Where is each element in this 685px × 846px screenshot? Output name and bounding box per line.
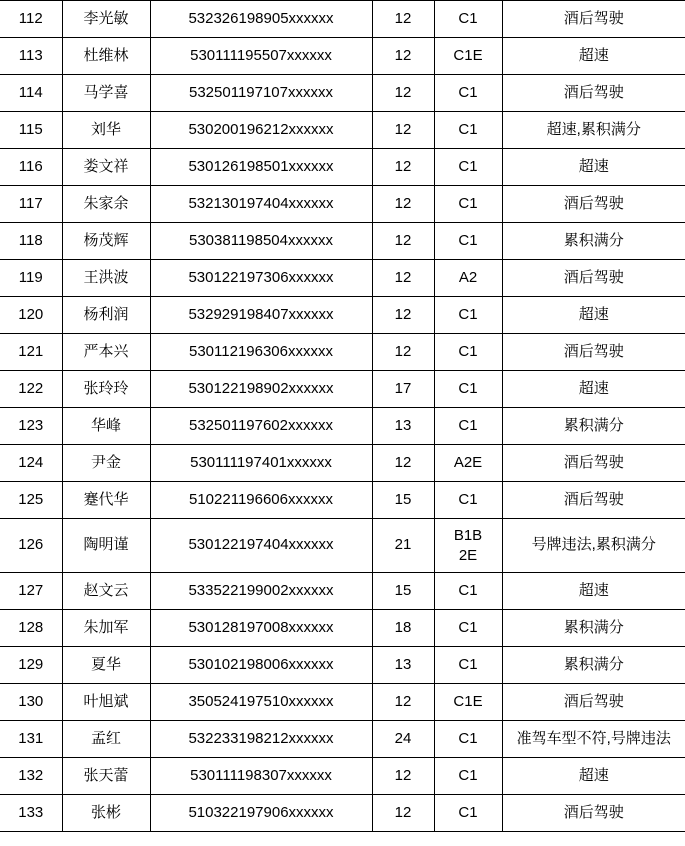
row-id-number-cell: 530122198902xxxxxx [150, 371, 372, 408]
row-score-cell: 12 [372, 38, 434, 75]
row-name-cell: 张天蕾 [62, 758, 150, 795]
row-reason-cell: 酒后驾驶 [502, 75, 685, 112]
row-score-cell: 24 [372, 721, 434, 758]
table-row [0, 371, 685, 408]
table-row [0, 647, 685, 684]
row-index-cell: 132 [0, 758, 62, 795]
row-reason-cell: 超速 [502, 297, 685, 334]
row-license-type-cell: C1 [434, 610, 502, 647]
row-score-cell: 15 [372, 573, 434, 610]
row-name-cell: 杨茂辉 [62, 223, 150, 260]
row-license-type-cell: C1 [434, 573, 502, 610]
row-id-number-cell: 532233198212xxxxxx [150, 721, 372, 758]
table-row [0, 260, 685, 297]
row-id-number-cell: 532130197404xxxxxx [150, 186, 372, 223]
row-score-cell: 12 [372, 445, 434, 482]
row-id-number-cell: 530111198307xxxxxx [150, 758, 372, 795]
row-id-number-cell: 530112196306xxxxxx [150, 334, 372, 371]
row-reason-cell: 累积满分 [502, 647, 685, 684]
row-id-number-cell: 530111195507xxxxxx [150, 38, 372, 75]
row-score-cell: 21 [372, 519, 434, 573]
table-row [0, 38, 685, 75]
row-index-cell: 117 [0, 186, 62, 223]
table-row [0, 75, 685, 112]
row-score-cell: 13 [372, 647, 434, 684]
row-reason-cell: 超速 [502, 149, 685, 186]
row-id-number-cell: 510221196606xxxxxx [150, 482, 372, 519]
row-id-number-cell: 530102198006xxxxxx [150, 647, 372, 684]
row-reason-cell: 酒后驾驶 [502, 795, 685, 832]
table-row [0, 684, 685, 721]
row-name-cell: 李光敏 [62, 1, 150, 38]
row-license-type-cell: C1 [434, 1, 502, 38]
row-name-cell: 蹇代华 [62, 482, 150, 519]
row-index-cell: 124 [0, 445, 62, 482]
row-license-type-cell: C1 [434, 408, 502, 445]
row-license-type-cell: C1 [434, 223, 502, 260]
row-id-number-cell: 530126198501xxxxxx [150, 149, 372, 186]
row-score-cell: 17 [372, 371, 434, 408]
row-reason-cell: 准驾车型不符,号牌违法 [502, 721, 685, 758]
row-name-cell: 华峰 [62, 408, 150, 445]
row-index-cell: 131 [0, 721, 62, 758]
row-reason-cell: 酒后驾驶 [502, 1, 685, 38]
row-reason-cell: 酒后驾驶 [502, 260, 685, 297]
row-index-cell: 119 [0, 260, 62, 297]
row-score-cell: 12 [372, 684, 434, 721]
row-license-type-cell: C1 [434, 758, 502, 795]
row-license-type-cell: A2 [434, 260, 502, 297]
row-license-type-cell: C1 [434, 149, 502, 186]
row-reason-cell: 超速 [502, 371, 685, 408]
table-row [0, 573, 685, 610]
table-row [0, 297, 685, 334]
row-name-cell: 朱加军 [62, 610, 150, 647]
row-index-cell: 113 [0, 38, 62, 75]
table-row [0, 795, 685, 832]
row-license-type-cell: C1 [434, 186, 502, 223]
row-license-type-cell: C1 [434, 334, 502, 371]
row-index-cell: 121 [0, 334, 62, 371]
row-reason-cell: 酒后驾驶 [502, 186, 685, 223]
row-score-cell: 12 [372, 223, 434, 260]
table-row [0, 758, 685, 795]
row-reason-cell: 超速,累积满分 [502, 112, 685, 149]
row-index-cell: 127 [0, 573, 62, 610]
table-row [0, 334, 685, 371]
row-index-cell: 126 [0, 519, 62, 573]
table-row [0, 408, 685, 445]
row-index-cell: 133 [0, 795, 62, 832]
row-reason-cell: 酒后驾驶 [502, 482, 685, 519]
row-id-number-cell: 532326198905xxxxxx [150, 1, 372, 38]
table-row [0, 1, 685, 38]
row-name-cell: 杨利润 [62, 297, 150, 334]
row-reason-cell: 超速 [502, 758, 685, 795]
row-score-cell: 13 [372, 408, 434, 445]
row-name-cell: 张玲玲 [62, 371, 150, 408]
row-id-number-cell: 530128197008xxxxxx [150, 610, 372, 647]
row-index-cell: 125 [0, 482, 62, 519]
table-row [0, 721, 685, 758]
row-id-number-cell: 532929198407xxxxxx [150, 297, 372, 334]
row-score-cell: 12 [372, 186, 434, 223]
row-license-type-cell: C1 [434, 647, 502, 684]
row-id-number-cell: 532501197107xxxxxx [150, 75, 372, 112]
row-id-number-cell: 530122197404xxxxxx [150, 519, 372, 573]
table-row [0, 223, 685, 260]
row-reason-cell: 酒后驾驶 [502, 334, 685, 371]
table-row [0, 482, 685, 519]
row-license-type-cell: C1E [434, 684, 502, 721]
row-name-cell: 叶旭斌 [62, 684, 150, 721]
row-reason-cell: 酒后驾驶 [502, 684, 685, 721]
row-license-type-cell: C1 [434, 371, 502, 408]
row-index-cell: 123 [0, 408, 62, 445]
table-body [0, 1, 685, 832]
row-reason-cell: 累积满分 [502, 408, 685, 445]
row-index-cell: 115 [0, 112, 62, 149]
row-license-type-cell [434, 519, 502, 573]
row-reason-cell: 累积满分 [502, 223, 685, 260]
row-index-cell: 129 [0, 647, 62, 684]
row-id-number-cell: 532501197602xxxxxx [150, 408, 372, 445]
row-name-cell: 杜维林 [62, 38, 150, 75]
row-score-cell: 12 [372, 1, 434, 38]
row-name-cell: 马学喜 [62, 75, 150, 112]
row-score-cell: 12 [372, 112, 434, 149]
row-name-cell: 夏华 [62, 647, 150, 684]
row-index-cell: 128 [0, 610, 62, 647]
row-score-cell: 12 [372, 149, 434, 186]
row-license-type-cell: C1 [434, 297, 502, 334]
row-id-number-cell: 530200196212xxxxxx [150, 112, 372, 149]
row-id-number-cell: 530111197401xxxxxx [150, 445, 372, 482]
row-name-cell: 孟红 [62, 721, 150, 758]
row-name-cell: 王洪波 [62, 260, 150, 297]
row-reason-cell: 累积满分 [502, 610, 685, 647]
row-index-cell: 112 [0, 1, 62, 38]
row-score-cell: 12 [372, 297, 434, 334]
row-reason-cell: 超速 [502, 573, 685, 610]
row-license-type-cell: C1E [434, 38, 502, 75]
row-score-cell: 15 [372, 482, 434, 519]
row-license-type-cell: C1 [434, 482, 502, 519]
row-id-number-cell: 530122197306xxxxxx [150, 260, 372, 297]
row-index-cell: 120 [0, 297, 62, 334]
row-name-cell: 朱家余 [62, 186, 150, 223]
row-score-cell: 12 [372, 75, 434, 112]
row-reason-cell: 号牌违法,累积满分 [502, 519, 685, 573]
row-name-cell: 赵文云 [62, 573, 150, 610]
license-type-line-2: 2E [458, 546, 478, 564]
row-reason-cell: 酒后驾驶 [502, 445, 685, 482]
row-id-number-cell: 533522199002xxxxxx [150, 573, 372, 610]
row-license-type-cell: C1 [434, 795, 502, 832]
table-row [0, 610, 685, 647]
row-license-type-cell: A2E [434, 445, 502, 482]
table-row [0, 186, 685, 223]
row-score-cell: 18 [372, 610, 434, 647]
row-id-number-cell: 510322197906xxxxxx [150, 795, 372, 832]
row-name-cell: 严本兴 [62, 334, 150, 371]
row-index-cell: 122 [0, 371, 62, 408]
row-id-number-cell: 530381198504xxxxxx [150, 223, 372, 260]
row-id-number-cell: 350524197510xxxxxx [150, 684, 372, 721]
row-index-cell: 130 [0, 684, 62, 721]
table-row [0, 445, 685, 482]
table-row [0, 149, 685, 186]
table-row [0, 519, 685, 573]
row-reason-cell: 超速 [502, 38, 685, 75]
row-name-cell: 尹金 [62, 445, 150, 482]
row-license-type-cell: C1 [434, 721, 502, 758]
row-license-type-cell: C1 [434, 75, 502, 112]
row-score-cell: 12 [372, 334, 434, 371]
row-score-cell: 12 [372, 758, 434, 795]
row-name-cell: 陶明谨 [62, 519, 150, 573]
row-name-cell: 张彬 [62, 795, 150, 832]
row-score-cell: 12 [372, 795, 434, 832]
license-type-line-1: B1B [453, 527, 483, 544]
row-name-cell: 娄文祥 [62, 149, 150, 186]
row-name-cell: 刘华 [62, 112, 150, 149]
row-index-cell: 118 [0, 223, 62, 260]
row-index-cell: 114 [0, 75, 62, 112]
row-score-cell: 12 [372, 260, 434, 297]
row-license-type-cell: C1 [434, 112, 502, 149]
row-index-cell: 116 [0, 149, 62, 186]
table-row [0, 112, 685, 149]
